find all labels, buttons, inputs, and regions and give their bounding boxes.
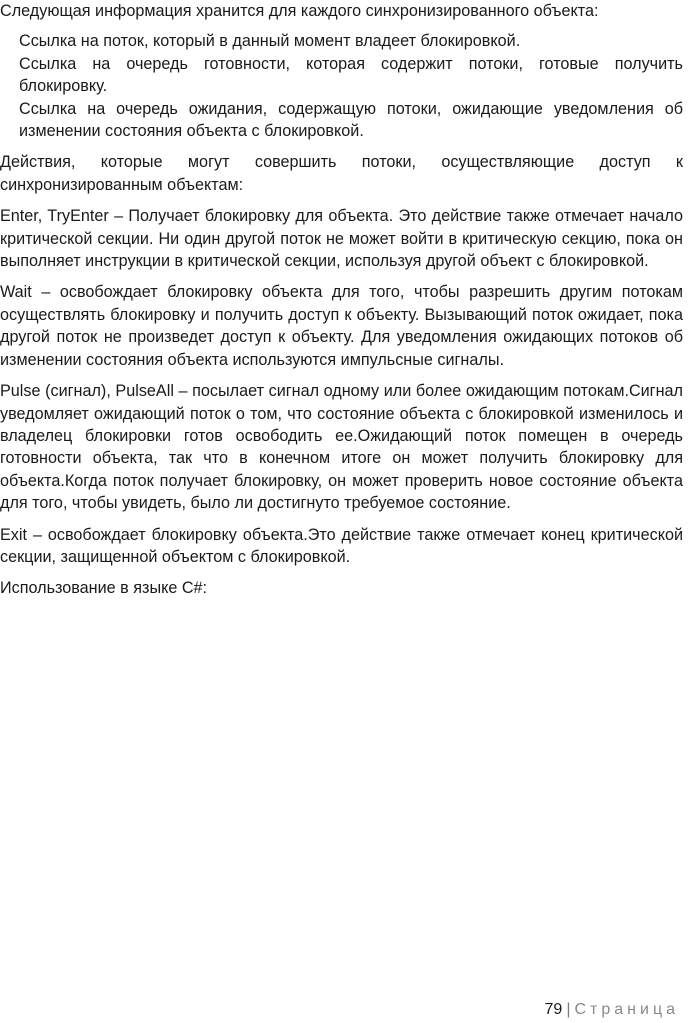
wait-paragraph [0, 281, 683, 371]
list-item: Ссылка на очередь ожидания, содержащую потоки, ожидающие уведомления об изменении состояния объекта с блокировкой. [19, 99, 683, 141]
list-item: Ссылка на поток, который в данный момент владеет блокировкой. [19, 32, 521, 51]
page-footer [545, 999, 679, 1021]
pulse-description: – посылает сигнал одному или более ожидающим потокам.Сигнал уведомляет ожидающий поток о том, что состояние объекта с блокировкой изменилось и владелец блокировки готов освободить ее.Ожидающий поток помещен в очередь готовности объекта, так что в конечном итоге он может получить блокировку для объекта.Когда поток получает блокировку, он может проверить новое состояние объекта для того, чтобы увидеть, было ли достигнуто требуемое состояние. [0, 382, 683, 513]
enter-paragraph [0, 205, 683, 272]
exit-term: Exit [0, 525, 27, 544]
pulse-term: Pulse (сигнал), PulseAll [0, 382, 174, 401]
intro-paragraph: Следующая информация хранится для каждого синхронизированного объекта: [0, 2, 599, 20]
page-label: Страница [574, 1001, 679, 1018]
wait-description: – освобождает блокировку объекта для того, чтобы разрешить другим потокам осуществлять блокировку и получить доступ к объекту. Вызывающий поток ожидает, пока другой поток не произведет доступ к объекту. Для уведомления ожидающих потоков об изменении состояния объекта используются импульсные сигналы. [0, 283, 683, 369]
footer-separator: | [566, 1001, 571, 1018]
enter-description: – Получает блокировку для объекта. Это действие также отмечает начало критической секции. Ни один другой поток не может войти в критическую секцию, пока он выполняет инструкции в критической секции, используя другой объект с блокировкой. [0, 207, 683, 271]
page-number: 79 [544, 1001, 563, 1018]
actions-intro-paragraph: Действия, которые могут совершить потоки, осуществляющие доступ к синхронизированным объектам: [0, 153, 683, 194]
exit-description: – освобождает блокировку объекта.Это действие также отмечает конец критической секции, защищенной объектом с блокировкой. [0, 525, 683, 566]
wait-term: Wait [0, 283, 32, 302]
usage-heading: Использование в языке C#: [0, 579, 208, 598]
stored-info-list [0, 30, 683, 142]
list-item: Ссылка на очередь готовности, которая содержит потоки, готовые получить блокировку. [19, 54, 683, 96]
pulse-paragraph [0, 380, 683, 514]
enter-term: Enter, TryEnter [0, 207, 109, 226]
exit-paragraph [0, 524, 683, 569]
